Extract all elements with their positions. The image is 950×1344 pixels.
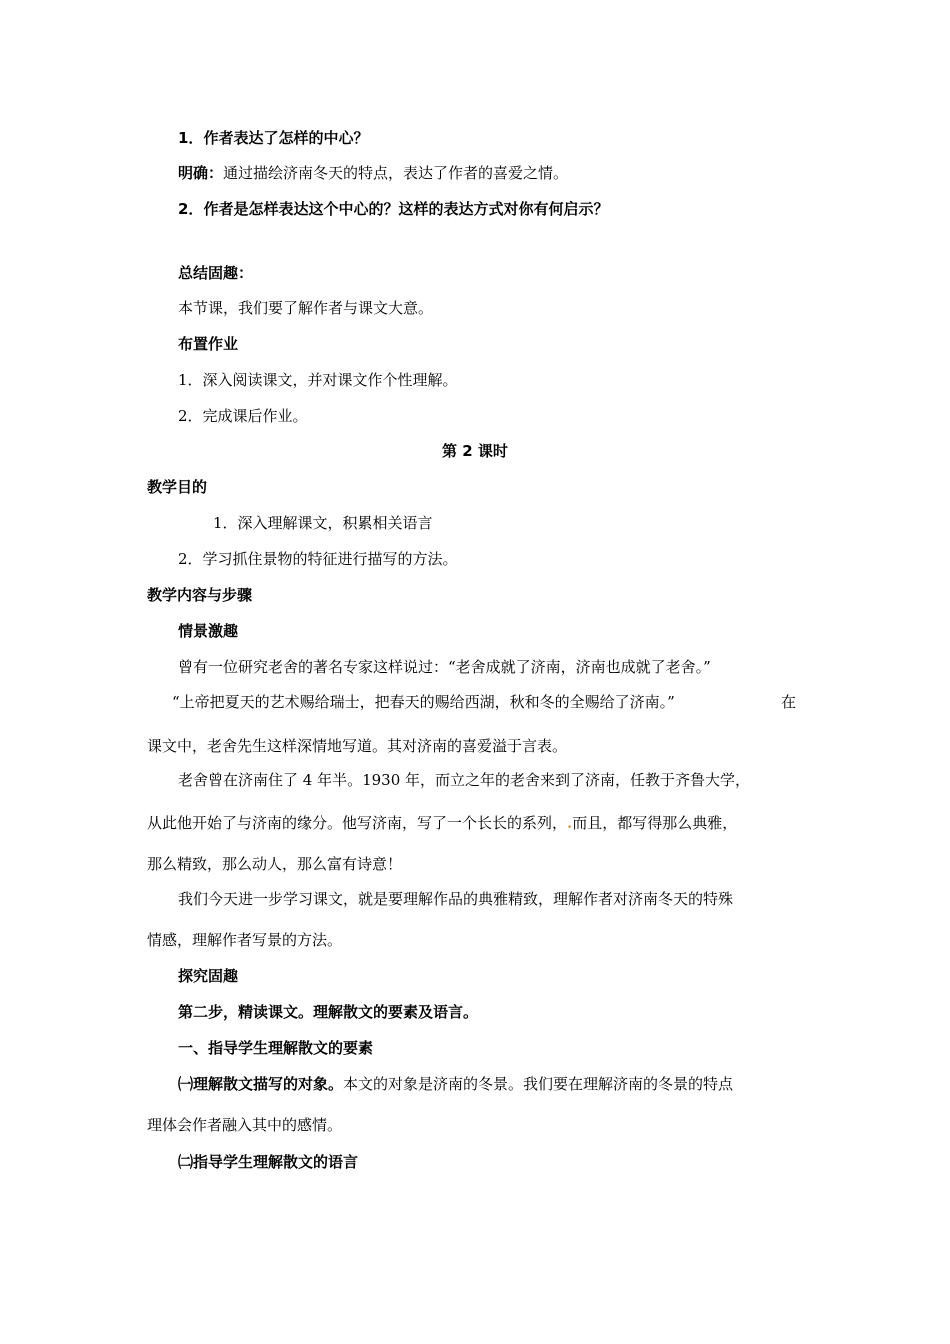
homework-item-2: 2．完成课后作业。	[178, 407, 308, 425]
paragraph-4-line-1: 我们今天进一步学习课文，就是要理解作品的典雅精致，理解作者对济南冬天的特殊	[178, 890, 734, 908]
answer-line	[178, 163, 568, 183]
step-2-heading: 第二步，精读课文。理解散文的要素及语言。	[178, 1003, 479, 1021]
subsection-1-line-2: 理体会作者融入其中的感情。	[147, 1116, 343, 1134]
steps-heading: 教学内容与步骤	[147, 586, 253, 604]
lesson-2-title: 第 2 课时	[442, 442, 508, 460]
paragraph-4-line-2: 情感，理解作者写景的方法。	[147, 931, 343, 949]
answer-text: 通过描绘济南冬天的特点，表达了作者的喜爱之情。	[223, 164, 569, 182]
explore-heading: 探究固趣	[178, 967, 239, 985]
subsection-1-line-1	[178, 1074, 733, 1094]
paragraph-2-line-1-end: 在	[781, 693, 797, 711]
goals-heading: 教学目的	[147, 478, 208, 496]
summary-heading: 总结固趣：	[178, 264, 254, 282]
paragraph-3-line-2-rest: 而且，都写得那么典雅，	[572, 814, 738, 832]
paragraph-3-line-2-text: 从此他开始了与济南的缘分。他写济南，写了一个长长的系列，	[147, 814, 568, 832]
question-1-number: 1．	[178, 129, 204, 147]
subsection-2-heading: ㈡指导学生理解散文的语言	[178, 1153, 359, 1171]
question-1	[178, 128, 368, 148]
paragraph-2-line-2: 课文中，老舍先生这样深情地写道。其对济南的喜爱溢于言表。	[147, 737, 568, 755]
question-2	[178, 199, 608, 219]
subsection-1-label: ㈠理解散文描写的对象。	[178, 1075, 344, 1093]
paragraph-3-line-3: 那么精致，那么动人，那么富有诗意！	[147, 855, 403, 873]
paragraph-3-line-1: 老舍曾在济南住了 4 年半。1930 年，而立之年的老舍来到了济南，任教于齐鲁大学，	[178, 771, 751, 789]
paragraph-3-line-2	[147, 813, 737, 833]
question-2-text: 作者是怎样表达这个中心的？这样的表达方式对你有何启示？	[203, 200, 609, 218]
answer-label: 明确：	[178, 164, 224, 182]
summary-text: 本节课，我们要了解作者与课文大意。	[178, 299, 434, 317]
goal-item-2: 2．学习抓住景物的特征进行描写的方法。	[178, 550, 458, 568]
homework-item-1: 1．深入阅读课文，并对课文作个性理解。	[178, 371, 458, 389]
question-1-text: 作者表达了怎样的中心？	[203, 129, 369, 147]
homework-heading: 布置作业	[178, 335, 239, 353]
goal-item-1: 1．深入理解课文，积累相关语言	[213, 514, 433, 532]
question-2-number: 2．	[178, 200, 204, 218]
subsection-1-text: 本文的对象是济南的冬景。我们要在理解济南的冬景的特点	[343, 1075, 734, 1093]
section-1-heading: 一、指导学生理解散文的要素	[178, 1039, 374, 1057]
intro-heading: 情景激趣	[178, 622, 239, 640]
paragraph-2-line-1: “上帝把夏天的艺术赐给瑞士，把春天的赐给西湖，秋和冬的全赐给了济南。”	[172, 693, 675, 711]
paragraph-1: 曾有一位研究老舍的著名专家这样说过：“老舍成就了济南，济南也成就了老舍。”	[178, 658, 711, 676]
stray-dot-mark: .	[567, 814, 573, 832]
